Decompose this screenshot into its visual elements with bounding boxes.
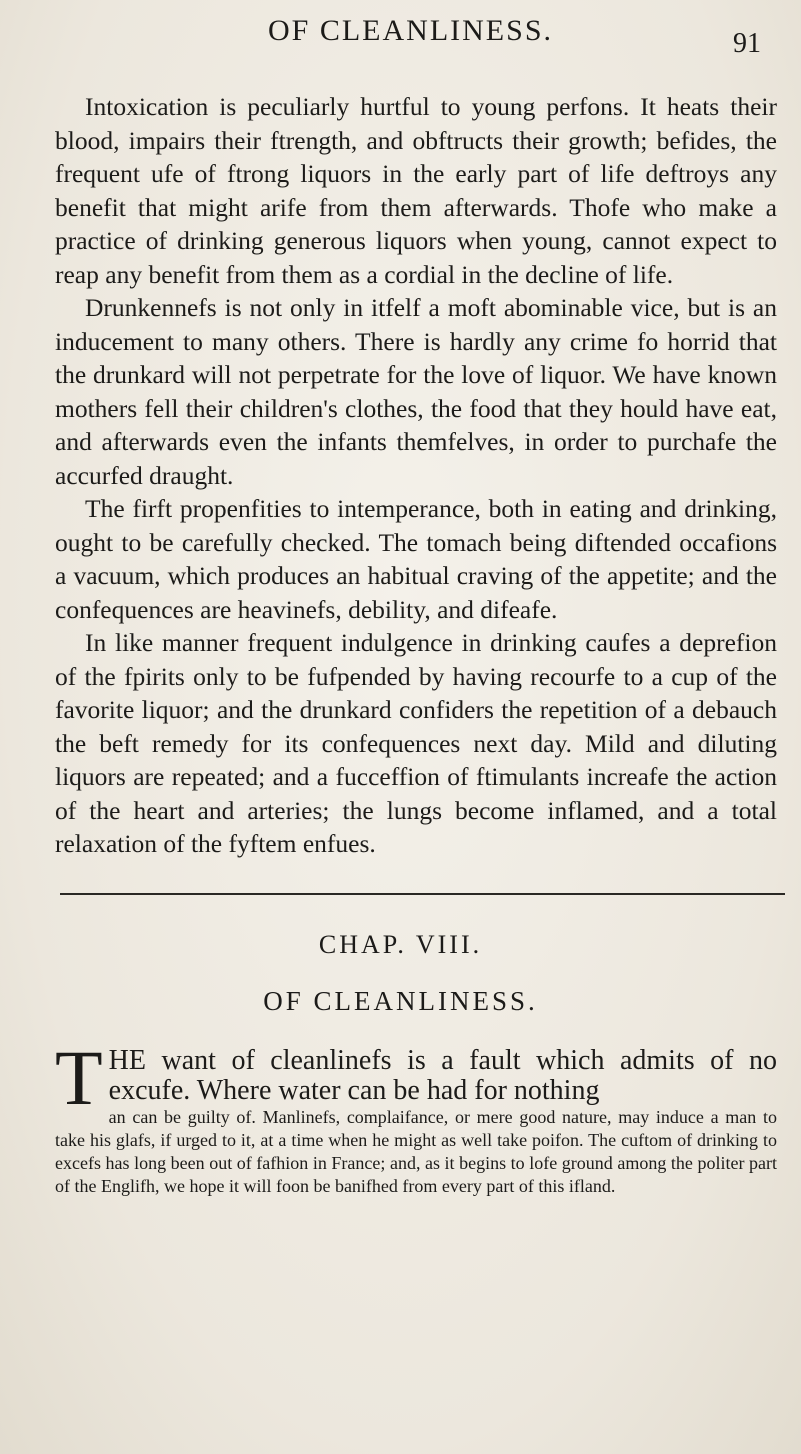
running-head xyxy=(60,14,761,64)
section-divider xyxy=(60,893,785,895)
paragraph-propensities: The firft propenfities to intemperance, both in eating and drinking, ought to be carefully checked. The tomach being diftended occafions a vacuum, which produces an habitual craving of the appetite; and the confequences are heavinefs, debility, and difeafe. xyxy=(55,494,777,624)
paragraph-indulgence: In like manner frequent indulgence in drinking caufes a deprefion of the fpirits only to be fufpended by having recourfe to a cup of the favorite liquor; and the drunkard confiders the repetition of a debauch the beft remedy for its confequences next day. Mild and diluting liquors are repeated; and a fucceffion of ftimulants increafe the action of the heart and arteries; the lungs become inflamed, and a total relaxation of the fyftem enfues. xyxy=(55,628,777,858)
drop-cap: T xyxy=(55,1034,103,1121)
chapter-body xyxy=(55,1034,777,1198)
chapter-title: OF CLEANLINESS. xyxy=(263,986,538,1016)
page-number: 91 xyxy=(733,28,761,59)
running-title: OF CLEANLINESS. xyxy=(267,14,553,47)
chapter-lead-text: HE want of cleanlinefs is a fault which admits of no excufe. Where water can be had for nothing xyxy=(108,1045,777,1106)
chapter-continuation: an can be guilty of. Manlinefs, complaifance, or mere good nature, may induce a man to take his glafs, if urged to it, at a time when he might as well take poifon. The cuftom of drinking to excefs has long been out of fafhion in France; and, as it begins to lofe ground among the politer part of the Englifh, we hope it will foon be banifhed from every part of this ifland. xyxy=(55,1107,777,1196)
chapter-label: CHAP. VIII. xyxy=(318,930,483,959)
paragraph-drunkenness: Drunkennefs is not only in itfelf a moft abominable vice, but is an inducement to many others. There is hardly any crime fo horrid that the drunkard will not perpetrate for the love of liquor. We have known mothers fell their children's clothes, the food that they hould have eat, and afterwards even the infants themfelves, in order to purchafe the accurfed draught. xyxy=(55,293,777,490)
chapter-lead xyxy=(55,1034,777,1121)
paragraph-intoxication: Intoxication is peculiarly hurtful to young perfons. It heats their blood, impairs their ftrength, and obftructs their growth; befides, the frequent ufe of ftrong liquors in the early part of life deftroys any benefit that might arife from them afterwards. Thofe who make a practice of drinking generous liquors when young, cannot expect to reap any benefit from them as a cordial in the decline of life. xyxy=(55,92,777,289)
body-text xyxy=(55,90,777,861)
